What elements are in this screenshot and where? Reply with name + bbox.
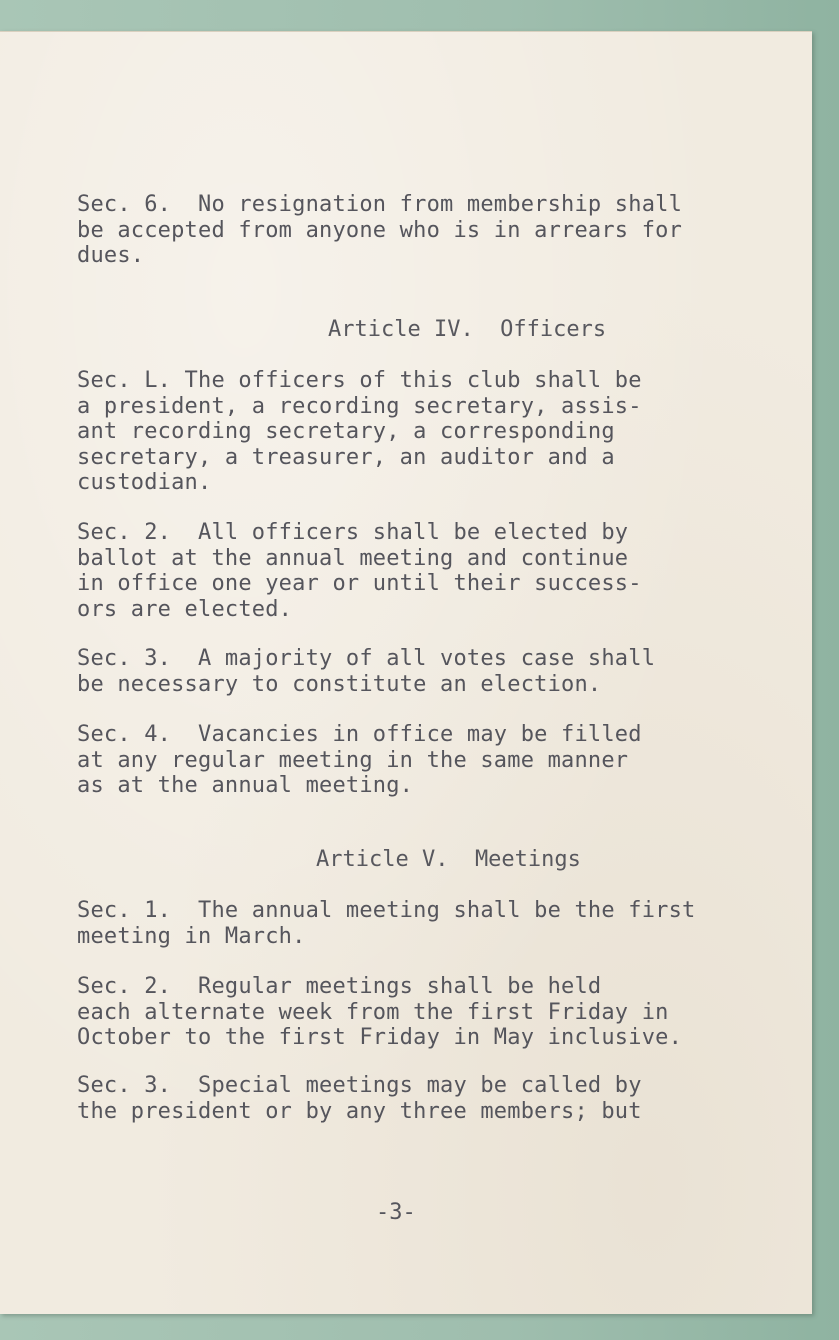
- article5-sec2: Sec. 2. Regular meetings shall be held each alternate week from the first Friday in October to the first Friday in May inclusive.: [77, 974, 683, 1050]
- article5-sec3: Sec. 3. Special meetings may be called by the president or by any three members; but: [77, 1073, 642, 1124]
- typed-page: [0, 31, 812, 1314]
- article4-sec2: Sec. 2. All officers shall be elected by ballot at the annual meeting and continue in office one year or until their success- ors are elected.: [77, 520, 642, 622]
- article5-sec1: Sec. 1. The annual meeting shall be the first meeting in March.: [77, 898, 696, 949]
- article3-sec6: Sec. 6. No resignation from membership shall be accepted from anyone who is in arrears for dues.: [77, 192, 683, 268]
- article4-sec3: Sec. 3. A majority of all votes case shall be necessary to constitute an election.: [77, 646, 656, 697]
- article4-sec1: Sec. L. The officers of this club shall be a president, a recording secretary, assis- ant recording secretary, a corresponding secretary, a treasurer, an auditor and a custodian.: [77, 368, 642, 495]
- article4-sec4: Sec. 4. Vacancies in office may be filled at any regular meeting in the same manner as at the annual meeting.: [77, 722, 642, 798]
- page-number: -3-: [376, 1200, 416, 1225]
- article4-heading: Article IV. Officers: [328, 317, 607, 342]
- article5-heading: Article V. Meetings: [316, 847, 581, 872]
